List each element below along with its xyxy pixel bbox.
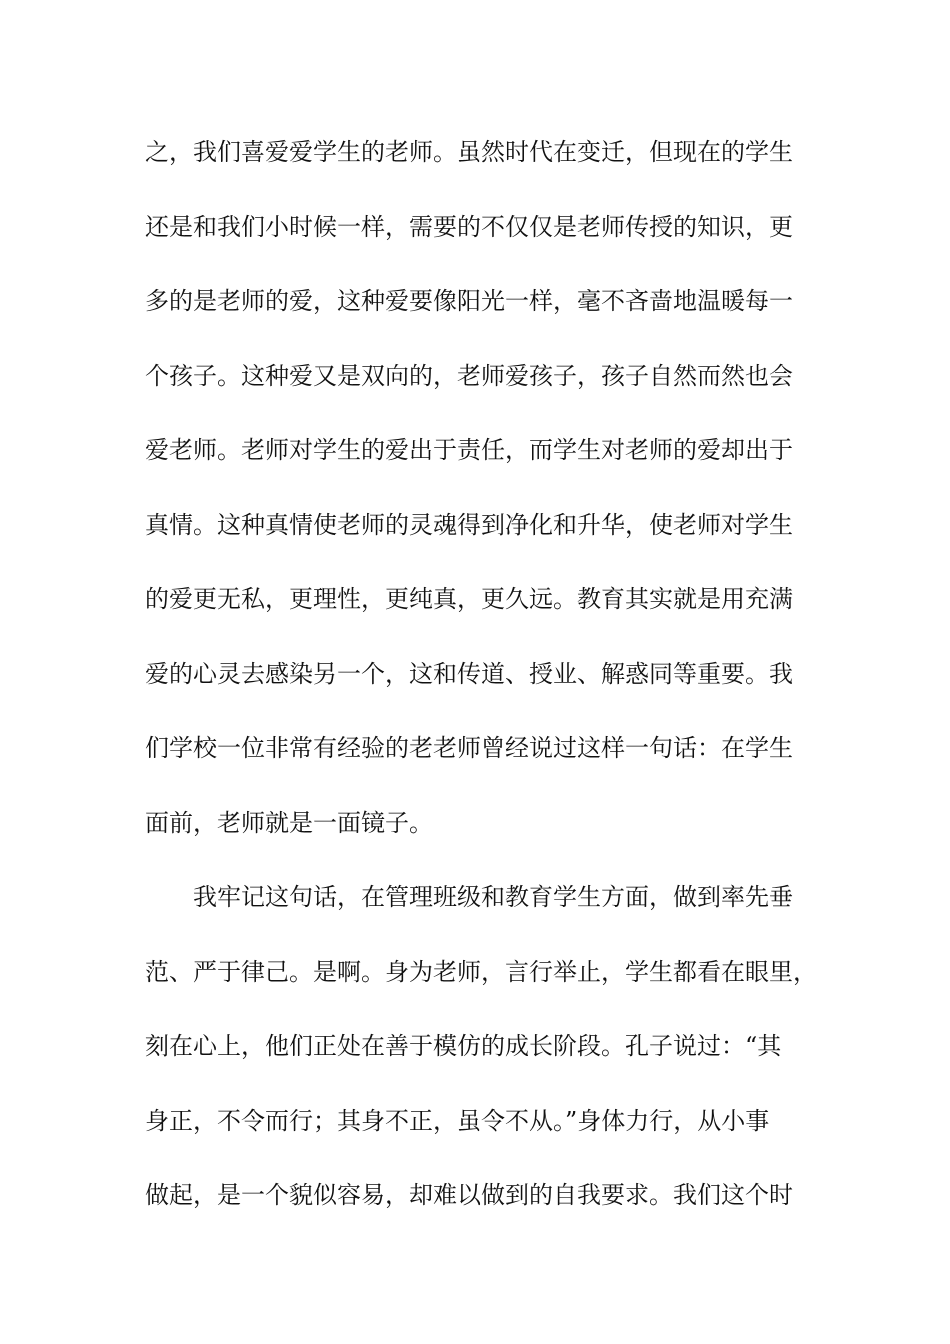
text-line: 范、严于律己。是啊。身为老师，言行举止，学生都看在眼里， [145, 957, 817, 986]
paragraph-start-line: 我牢记这句话，在管理班级和教育学生方面，做到率先垂 [193, 883, 793, 911]
text-line: 真情。这种真情使老师的灵魂得到净化和升华，使老师对学生 [145, 510, 793, 539]
text-line: 刻在心上，他们正处在善于模仿的成长阶段。孔子说过：“其 [145, 1032, 782, 1060]
text-line: 之，我们喜爱爱学生的老师。虽然时代在变迁，但现在的学生 [145, 138, 793, 166]
text-line: 面前，老师就是一面镜子。 [145, 808, 433, 837]
text-line: 的爱更无私，更理性，更纯真，更久远。教育其实就是用充满 [145, 585, 793, 613]
text-line: 爱的心灵去感染另一个，这和传道、授业、解惑同等重要。我 [145, 659, 793, 688]
text-line: 个孩子。这种爱又是双向的，老师爱孩子，孩子自然而然也会 [145, 361, 793, 390]
text-line: 还是和我们小时候一样，需要的不仅仅是老师传授的知识，更 [145, 212, 793, 241]
text-line: 做起，是一个貌似容易，却难以做到的自我要求。我们这个时 [145, 1181, 793, 1209]
text-line: 多的是老师的爱，这种爱要像阳光一样，毫不吝啬地温暖每一 [145, 287, 793, 315]
text-line: 爱老师。老师对学生的爱出于责任，而学生对老师的爱却出于 [145, 436, 793, 464]
text-line: 们学校一位非常有经验的老老师曾经说过这样一句话：在学生 [145, 734, 793, 762]
text-line: 身正，不令而行；其身不正，虽令不从。”身体力行，从小事 [145, 1106, 770, 1135]
body-text [145, 130, 825, 1248]
